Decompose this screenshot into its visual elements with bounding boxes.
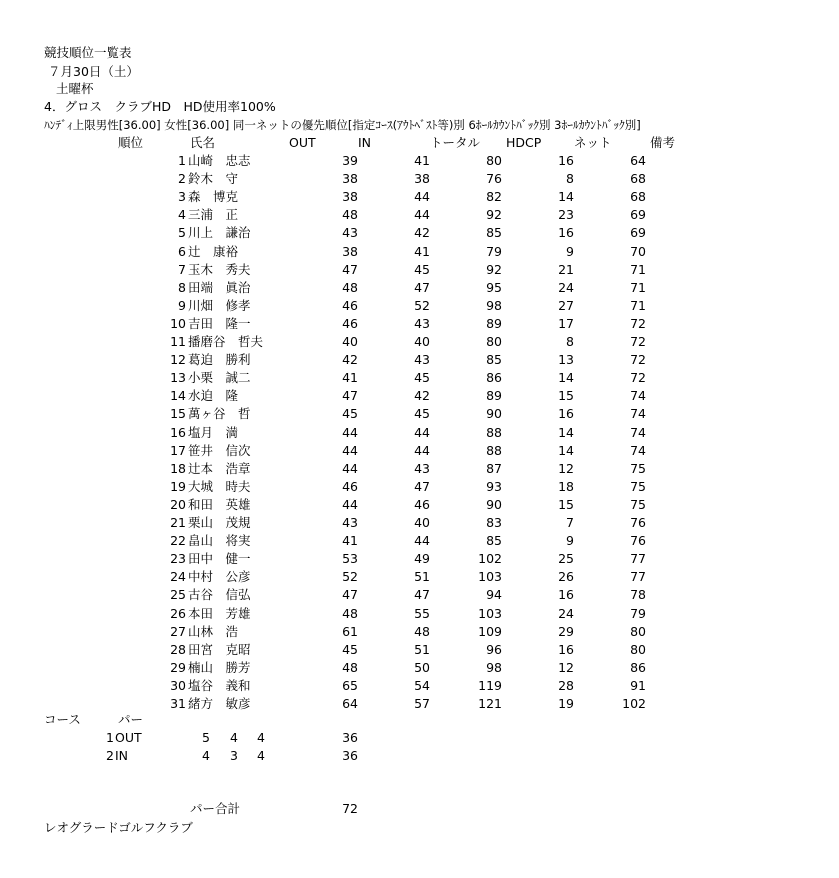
hdcp-value: 16 — [558, 406, 574, 422]
out-score: 38 — [342, 171, 358, 187]
table-row — [0, 297, 839, 315]
out-score: 40 — [342, 334, 358, 349]
in-score: 54 — [414, 677, 430, 693]
in-score: 52 — [414, 297, 430, 313]
rank-cell: 19 — [170, 478, 186, 494]
out-score: 43 — [342, 515, 358, 530]
table-row — [0, 659, 839, 677]
in-score: 42 — [414, 388, 430, 404]
hdcp-value: 27 — [558, 297, 574, 313]
par-label: パー — [118, 712, 144, 727]
out-score: 48 — [342, 207, 358, 223]
out-score: 41 — [342, 370, 358, 386]
player-name: 葛迫 勝利 — [188, 352, 251, 368]
total-score: 103 — [478, 605, 502, 621]
player-name: 山崎 忠志 — [188, 153, 251, 168]
course-par-total: 36 — [342, 748, 358, 763]
in-score: 44 — [414, 533, 430, 549]
rank-cell: 21 — [170, 515, 186, 530]
hdcp-value: 9 — [566, 533, 574, 549]
table-row — [0, 442, 839, 460]
net-score: 77 — [630, 551, 646, 567]
header-total: トータル — [430, 135, 481, 150]
out-score: 44 — [342, 496, 358, 512]
rank-cell: 17 — [170, 442, 186, 458]
course-row — [0, 747, 839, 765]
rank-cell: 16 — [170, 424, 186, 440]
in-score: 57 — [414, 696, 430, 711]
player-name: 塩谷 義和 — [188, 677, 251, 693]
player-name: 田中 健一 — [188, 551, 251, 567]
table-row — [0, 514, 839, 532]
hdcp-value: 12 — [558, 659, 574, 675]
rank-cell: 9 — [178, 297, 186, 313]
rank-cell: 22 — [170, 533, 186, 549]
out-score: 44 — [342, 424, 358, 440]
document-title: 競技順位一覧表 — [44, 45, 132, 60]
table-row — [0, 188, 839, 206]
hdcp-value: 29 — [558, 623, 574, 639]
in-score: 47 — [414, 587, 430, 603]
net-score: 76 — [630, 515, 646, 530]
out-score: 48 — [342, 659, 358, 675]
out-score: 47 — [342, 388, 358, 404]
out-score: 45 — [342, 641, 358, 657]
total-score: 79 — [486, 243, 502, 259]
rank-cell: 26 — [170, 605, 186, 621]
net-score: 76 — [630, 533, 646, 549]
total-score: 83 — [486, 515, 502, 530]
in-score: 49 — [414, 551, 430, 567]
hdcp-value: 25 — [558, 551, 574, 567]
in-score: 46 — [414, 496, 430, 512]
out-score: 47 — [342, 261, 358, 277]
total-score: 89 — [486, 315, 502, 331]
rank-cell: 30 — [170, 677, 186, 693]
total-score: 88 — [486, 424, 502, 440]
rank-cell: 20 — [170, 496, 186, 512]
out-score: 39 — [342, 153, 358, 168]
net-score: 80 — [630, 623, 646, 639]
out-score: 52 — [342, 569, 358, 585]
out-score: 64 — [342, 696, 358, 711]
player-name: 和田 英雄 — [188, 496, 251, 512]
player-name: 辻 康裕 — [188, 243, 239, 259]
total-score: 121 — [478, 696, 502, 711]
player-name: 小栗 誠二 — [188, 370, 251, 386]
course-label: コース — [44, 712, 81, 727]
hole-par: 4 — [230, 730, 238, 745]
hdcp-value: 14 — [558, 442, 574, 458]
header-in: IN — [358, 135, 372, 150]
player-name: 玉木 秀夫 — [188, 261, 251, 277]
table-row — [0, 333, 839, 351]
hdcp-value: 7 — [566, 515, 574, 530]
hdcp-value: 12 — [558, 460, 574, 476]
net-score: 80 — [630, 641, 646, 657]
table-row — [0, 568, 839, 586]
out-score: 61 — [342, 623, 358, 639]
golf-club-name: レオグラードゴルフクラブ — [44, 820, 193, 835]
in-score: 40 — [414, 515, 430, 530]
table-row — [0, 170, 839, 188]
hdcp-value: 14 — [558, 424, 574, 440]
total-score: 90 — [486, 496, 502, 512]
table-row — [0, 405, 839, 423]
in-score: 44 — [414, 189, 430, 205]
total-score: 80 — [486, 334, 502, 349]
player-name: 三浦 正 — [188, 207, 239, 223]
player-name: 大城 時夫 — [188, 478, 251, 494]
out-score: 46 — [342, 297, 358, 313]
rank-cell: 14 — [170, 388, 186, 404]
player-name: 萬ヶ谷 哲 — [188, 406, 251, 422]
player-name: 栗山 茂規 — [188, 515, 251, 530]
in-score: 45 — [414, 261, 430, 277]
player-name: 山林 浩 — [188, 623, 239, 639]
table-row — [0, 206, 839, 224]
hdcp-value: 16 — [558, 641, 574, 657]
net-score: 71 — [630, 297, 646, 313]
in-score: 44 — [414, 207, 430, 223]
table-row — [0, 279, 839, 297]
net-score: 74 — [630, 424, 646, 440]
player-name: 緒方 敏彦 — [188, 696, 251, 711]
net-score: 70 — [630, 243, 646, 259]
par-total-label: パー合計 — [190, 801, 241, 816]
in-score: 40 — [414, 334, 430, 349]
hole-par: 5 — [202, 730, 210, 745]
out-score: 65 — [342, 677, 358, 693]
hdcp-value: 26 — [558, 569, 574, 585]
net-score: 75 — [630, 496, 646, 512]
rank-cell: 18 — [170, 460, 186, 476]
total-score: 82 — [486, 189, 502, 205]
total-score: 96 — [486, 641, 502, 657]
in-score: 41 — [414, 243, 430, 259]
hdcp-value: 13 — [558, 352, 574, 368]
hdcp-value: 23 — [558, 207, 574, 223]
header-out: OUT — [289, 135, 316, 150]
hdcp-value: 9 — [566, 243, 574, 259]
net-score: 68 — [630, 189, 646, 205]
table-row — [0, 532, 839, 550]
net-score: 72 — [630, 352, 646, 368]
hole-par: 4 — [202, 748, 210, 763]
rank-cell: 1 — [178, 153, 186, 168]
in-score: 48 — [414, 623, 430, 639]
course-row — [0, 729, 839, 747]
out-score: 46 — [342, 478, 358, 494]
rank-cell: 5 — [178, 225, 186, 241]
out-score: 38 — [342, 243, 358, 259]
out-score: 38 — [342, 189, 358, 205]
total-score: 85 — [486, 225, 502, 241]
net-score: 68 — [630, 171, 646, 187]
net-score: 102 — [622, 696, 646, 711]
total-score: 93 — [486, 478, 502, 494]
total-score: 90 — [486, 406, 502, 422]
net-score: 64 — [630, 153, 646, 168]
par-total-value: 72 — [342, 801, 358, 816]
player-name: 辻本 浩章 — [188, 460, 251, 476]
table-row — [0, 496, 839, 514]
net-score: 75 — [630, 460, 646, 476]
rank-cell: 12 — [170, 352, 186, 368]
out-score: 48 — [342, 279, 358, 295]
in-score: 43 — [414, 352, 430, 368]
total-score: 98 — [486, 659, 502, 675]
in-score: 41 — [414, 153, 430, 168]
net-score: 74 — [630, 388, 646, 404]
hdcp-value: 14 — [558, 370, 574, 386]
out-score: 46 — [342, 315, 358, 331]
header-remarks: 備考 — [650, 135, 676, 150]
total-score: 119 — [478, 677, 502, 693]
in-score: 44 — [414, 424, 430, 440]
handicap-rules: ﾊﾝﾃﾞｨ上限男性[36.00] 女性[36.00] 同一ネットの優先順位[指定ｺｰｽ(ｱｳﾄﾍﾞｽﾄ等)別 6ﾎｰﾙｶｳﾝﾄﾊﾞｯｸ別 3ﾎｰﾙｶｳﾝﾄﾊﾞｯｸ別] — [44, 118, 641, 132]
table-row — [0, 243, 839, 261]
in-score: 43 — [414, 315, 430, 331]
player-name: 田宮 克昭 — [188, 641, 251, 657]
table-row — [0, 424, 839, 442]
header-net: ネット — [574, 135, 612, 150]
net-score: 77 — [630, 569, 646, 585]
in-score: 51 — [414, 569, 430, 585]
out-score: 47 — [342, 587, 358, 603]
rank-cell: 10 — [170, 315, 186, 331]
player-name: 川上 謙治 — [188, 225, 251, 241]
player-name: 畠山 将実 — [188, 533, 251, 549]
player-name: 笹井 信次 — [188, 442, 251, 458]
net-score: 74 — [630, 442, 646, 458]
hdcp-value: 19 — [558, 696, 574, 711]
total-score: 94 — [486, 587, 502, 603]
table-row — [0, 641, 839, 659]
table-row — [0, 605, 839, 623]
in-score: 42 — [414, 225, 430, 241]
par-total-row — [0, 800, 839, 818]
rank-cell: 27 — [170, 623, 186, 639]
event-date: ７月30日（土） — [48, 64, 139, 79]
total-score: 103 — [478, 569, 502, 585]
net-score: 91 — [630, 677, 646, 693]
hdcp-value: 16 — [558, 587, 574, 603]
hdcp-value: 15 — [558, 388, 574, 404]
net-score: 69 — [630, 207, 646, 223]
table-row — [0, 677, 839, 695]
out-score: 53 — [342, 551, 358, 567]
player-name: 中村 公彦 — [188, 569, 251, 585]
scoring-format: 4．グロス クラブHD HD使用率100% — [44, 99, 276, 114]
table-row — [0, 315, 839, 333]
event-name: 土曜杯 — [56, 81, 94, 96]
table-row — [0, 369, 839, 387]
out-score: 44 — [342, 460, 358, 476]
in-score: 43 — [414, 460, 430, 476]
table-row — [0, 460, 839, 478]
hdcp-value: 21 — [558, 261, 574, 277]
total-score: 89 — [486, 388, 502, 404]
table-row — [0, 351, 839, 369]
total-score: 86 — [486, 370, 502, 386]
out-score: 48 — [342, 605, 358, 621]
total-score: 102 — [478, 551, 502, 567]
hdcp-value: 28 — [558, 677, 574, 693]
net-score: 71 — [630, 261, 646, 277]
hdcp-value: 18 — [558, 478, 574, 494]
net-score: 74 — [630, 406, 646, 422]
total-score: 95 — [486, 279, 502, 295]
rank-cell: 11 — [170, 334, 186, 349]
table-row — [0, 586, 839, 604]
rank-cell: 28 — [170, 641, 186, 657]
total-score: 76 — [486, 171, 502, 187]
in-score: 44 — [414, 442, 430, 458]
course-par-total: 36 — [342, 730, 358, 745]
hdcp-value: 24 — [558, 605, 574, 621]
table-row — [0, 478, 839, 496]
table-row — [0, 152, 839, 170]
rank-cell: 3 — [178, 189, 186, 205]
in-score: 38 — [414, 171, 430, 187]
course-number: 1 — [106, 730, 114, 745]
rank-cell: 25 — [170, 587, 186, 603]
in-score: 47 — [414, 279, 430, 295]
hdcp-value: 15 — [558, 496, 574, 512]
net-score: 71 — [630, 279, 646, 295]
net-score: 86 — [630, 659, 646, 675]
hole-par: 4 — [257, 730, 265, 745]
net-score: 75 — [630, 478, 646, 494]
table-row — [0, 224, 839, 242]
in-score: 45 — [414, 406, 430, 422]
rank-cell: 2 — [178, 171, 186, 187]
total-score: 85 — [486, 352, 502, 368]
hdcp-value: 16 — [558, 225, 574, 241]
total-score: 88 — [486, 442, 502, 458]
out-score: 41 — [342, 533, 358, 549]
table-row — [0, 261, 839, 279]
in-score: 45 — [414, 370, 430, 386]
rank-cell: 24 — [170, 569, 186, 585]
rank-cell: 13 — [170, 370, 186, 386]
player-name: 水迫 隆 — [188, 388, 239, 404]
hdcp-value: 17 — [558, 315, 574, 331]
player-name: 吉田 隆一 — [188, 315, 251, 331]
player-name: 森 博克 — [188, 189, 239, 205]
rank-cell: 6 — [178, 243, 186, 259]
total-score: 80 — [486, 153, 502, 168]
player-name: 鈴木 守 — [188, 171, 239, 187]
out-score: 45 — [342, 406, 358, 422]
net-score: 79 — [630, 605, 646, 621]
player-name: 播磨谷 哲夫 — [188, 334, 264, 349]
rank-cell: 23 — [170, 551, 186, 567]
net-score: 69 — [630, 225, 646, 241]
header-name: 氏名 — [190, 135, 216, 150]
total-score: 92 — [486, 261, 502, 277]
hole-par: 3 — [230, 748, 238, 763]
player-name: 川畑 修孝 — [188, 297, 251, 313]
table-row — [0, 387, 839, 405]
in-score: 50 — [414, 659, 430, 675]
net-score: 72 — [630, 334, 646, 349]
hole-par: 4 — [257, 748, 265, 763]
table-header — [0, 134, 839, 152]
player-name: 塩月 満 — [188, 424, 239, 440]
rank-cell: 8 — [178, 279, 186, 295]
in-score: 55 — [414, 605, 430, 621]
in-score: 51 — [414, 641, 430, 657]
out-score: 43 — [342, 225, 358, 241]
player-name: 本田 芳雄 — [188, 605, 251, 621]
rank-cell: 7 — [178, 261, 186, 277]
rank-cell: 29 — [170, 659, 186, 675]
net-score: 72 — [630, 315, 646, 331]
course-name: IN — [115, 748, 129, 763]
out-score: 42 — [342, 352, 358, 368]
net-score: 72 — [630, 370, 646, 386]
net-score: 78 — [630, 587, 646, 603]
course-number: 2 — [106, 748, 114, 763]
table-row — [0, 623, 839, 641]
table-row — [0, 550, 839, 568]
player-name: 古谷 信弘 — [188, 587, 251, 603]
hdcp-value: 8 — [566, 171, 574, 187]
player-name: 楠山 勝芳 — [188, 659, 251, 675]
out-score: 44 — [342, 442, 358, 458]
rank-cell: 15 — [170, 406, 186, 422]
rank-cell: 4 — [178, 207, 186, 223]
hdcp-value: 24 — [558, 279, 574, 295]
course-name: OUT — [115, 730, 142, 745]
rank-cell: 31 — [170, 696, 186, 711]
total-score: 85 — [486, 533, 502, 549]
total-score: 87 — [486, 460, 502, 476]
hdcp-value: 8 — [566, 334, 574, 349]
hdcp-value: 16 — [558, 153, 574, 168]
header-hdcp: HDCP — [506, 135, 542, 150]
total-score: 92 — [486, 207, 502, 223]
player-name: 田端 眞治 — [188, 279, 251, 295]
hdcp-value: 14 — [558, 189, 574, 205]
total-score: 98 — [486, 297, 502, 313]
total-score: 109 — [478, 623, 502, 639]
in-score: 47 — [414, 478, 430, 494]
header-rank: 順位 — [118, 135, 144, 150]
